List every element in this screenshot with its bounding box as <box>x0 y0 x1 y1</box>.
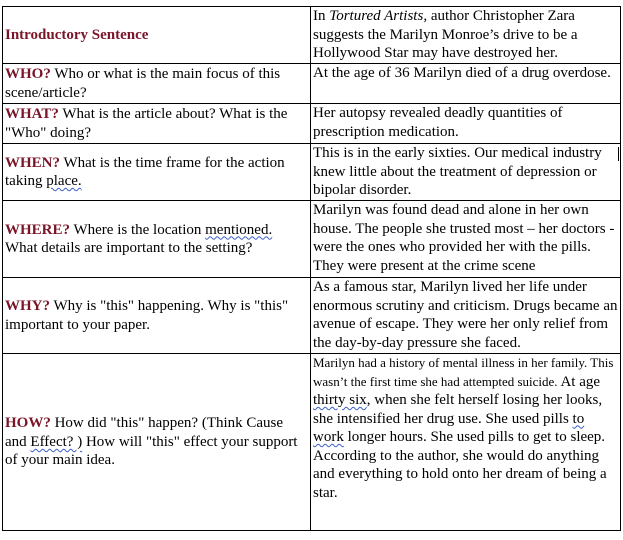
where-answer: Marilyn was found dead and alone in her own house. The people she trusted most – her doctors - were the ones who provided her with the pills. They were present at the crime scene <box>313 202 615 274</box>
why-question: Why is "this" happening. Why is "this" important to your paper. <box>5 298 289 333</box>
what-question-cell[interactable] <box>3 104 311 144</box>
how-keyword: HOW? <box>5 415 51 432</box>
why-question-cell[interactable] <box>3 278 311 354</box>
when-question-flagged-word: place. <box>46 173 82 189</box>
how-answer-flagged-phrase: to work <box>313 410 585 445</box>
why-answer: As a famous star, Marilyn lived her life under enormous scrutiny and criticism. Drugs became an avenue of escape. They were her only relief from the day-by-day pressure she faced. <box>313 279 618 351</box>
who-keyword: WHO? <box>5 66 51 82</box>
what-answer: Her autopsy revealed deadly quantities of prescription medication. <box>313 105 563 140</box>
how-answer-part-c: , when she felt herself losing her looks, she intensified her drug use. She used pills <box>313 392 603 427</box>
where-question: Where is the location <box>70 221 206 238</box>
intro-label-cell[interactable] <box>3 7 311 64</box>
table-row-why <box>3 278 621 354</box>
intro-label: Introductory Sentence <box>5 26 149 43</box>
intro-answer-text: author Christopher Zara suggests the Marilyn Monroe’s drive to be a Hollywood Star may have destroyed her. <box>313 8 578 61</box>
when-question: What is the time frame for the action taking <box>5 154 285 189</box>
how-answer-flagged-age: thirty six <box>313 392 367 408</box>
where-question-cell[interactable] <box>3 201 311 278</box>
what-answer-cell[interactable] <box>311 104 621 144</box>
who-question: Who or what is the main focus of this scene/article? <box>5 66 281 101</box>
where-question-rest: What details are important to the setting? <box>5 240 253 256</box>
who-answer-cell[interactable] <box>311 64 621 104</box>
intro-answer-cell[interactable] <box>311 7 621 64</box>
when-answer: This is in the early sixties. Our medical industry knew little about the treatment of depression or bipolar disorder. <box>313 145 602 198</box>
when-question-cell[interactable] <box>3 144 311 201</box>
where-question-flagged-word: mentioned. <box>205 221 273 238</box>
how-answer-intro: Marilyn had a history of mental illness in her family. This wasn’t the first time she had attempted suicide. <box>313 355 614 389</box>
who-answer: At the age of 36 Marilyn died of a drug overdose. <box>313 65 611 81</box>
table-row-intro <box>3 7 621 64</box>
how-question-rest: How will "this" effect your support of your main idea. <box>5 433 298 469</box>
why-answer-cell[interactable] <box>311 278 621 354</box>
how-answer-cell[interactable] <box>311 354 621 531</box>
how-question-cell[interactable] <box>3 354 311 531</box>
when-keyword: WHEN? <box>5 154 61 171</box>
intro-answer-prefix: In <box>313 8 330 24</box>
what-question: What is the article about? What is the "Who" doing? <box>5 106 288 141</box>
how-answer-part-e: longer hours. She used pills to get to sleep. According to the author, she would do anything and everything to hold onto her dream of being a star. <box>313 429 607 501</box>
how-question: How did "this" happen? (Think Cause and <box>5 415 284 450</box>
where-answer-cell[interactable] <box>311 201 621 278</box>
table-row-who <box>3 64 621 104</box>
where-keyword: WHERE? <box>5 221 71 238</box>
table-row-how <box>3 354 621 531</box>
book-title: Tortured Artists, <box>329 8 428 24</box>
table-row-when <box>3 144 621 201</box>
who-question-cell[interactable] <box>3 64 311 104</box>
table-row-what <box>3 104 621 144</box>
what-keyword: WHAT? <box>5 106 59 122</box>
how-answer-part-a: At age <box>557 373 601 390</box>
why-keyword: WHY? <box>5 298 50 314</box>
text-cursor <box>618 147 619 161</box>
how-question-flagged-word: Effect? ) <box>30 433 83 450</box>
organizer-table <box>2 6 621 531</box>
when-answer-cell[interactable] <box>311 144 621 201</box>
table-row-where <box>3 201 621 278</box>
